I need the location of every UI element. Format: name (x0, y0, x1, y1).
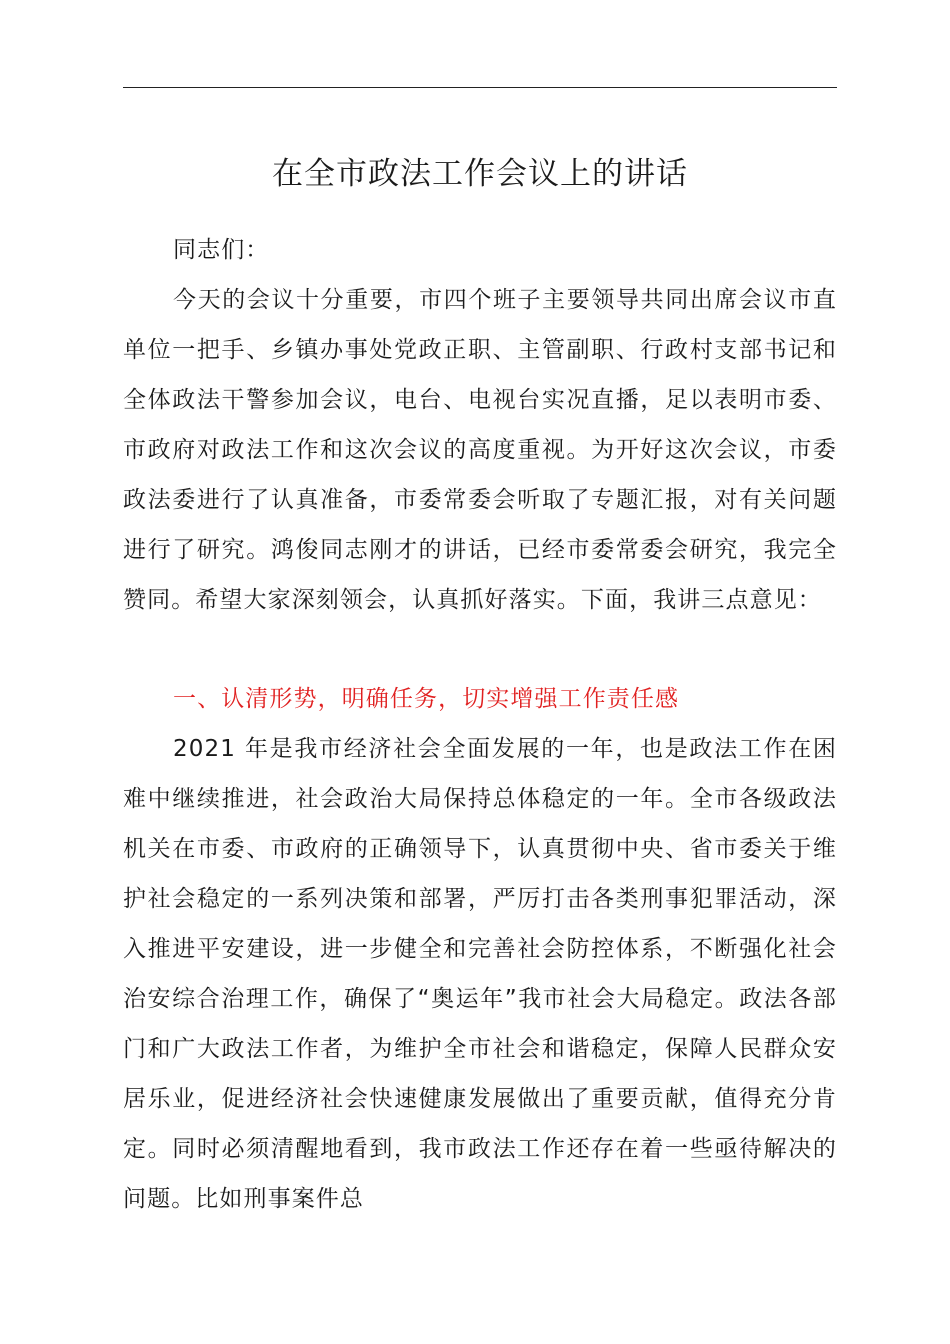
header-rule (123, 87, 837, 88)
section-heading-1: 一、认清形势，明确任务，切实增强工作责任感 (173, 686, 680, 712)
document-title: 在全市政法工作会议上的讲话 (272, 156, 688, 192)
salutation: 同志们： (173, 237, 270, 263)
paragraph-intro: 今天的会议十分重要，市四个班子主要领导共同出席会议市直单位一把手、乡镇办事处党政正职、主管副职、行政村支部书记和全体政法干警参加会议，电台、电视台实况直播，足以表明市委、市政府对政法工作和这次会议的高度重视。为开好这次会议，市委政法委进行了认真准备，市委常委会听取了专题汇报，对有关问题进行了研究。鸿俊同志刚才的讲话，已经市委常委会研究，我完全赞同。希望大家深刻领会，认真抓好落实。下面，我讲三点意见： (123, 287, 837, 613)
paragraph-situation: 2021 年是我市经济社会全面发展的一年，也是政法工作在困难中继续推进，社会政治大局保持总体稳定的一年。全市各级政法机关在市委、市政府的正确领导下，认真贯彻中央、省市委关于维护社会稳定的一系列决策和部署，严厉打击各类刑事犯罪活动，深入推进平安建设，进一步健全和完善社会防控体系，不断强化社会治安综合治理工作，确保了“奥运年”我市社会大局稳定。政法各部门和广大政法工作者，为维护全市社会和谐稳定，保障人民群众安居乐业，促进经济社会快速健康发展做出了重要贡献，值得充分肯定。同时必须清醒地看到，我市政法工作还存在着一些亟待解决的问题。比如刑事案件总 (123, 736, 837, 1212)
